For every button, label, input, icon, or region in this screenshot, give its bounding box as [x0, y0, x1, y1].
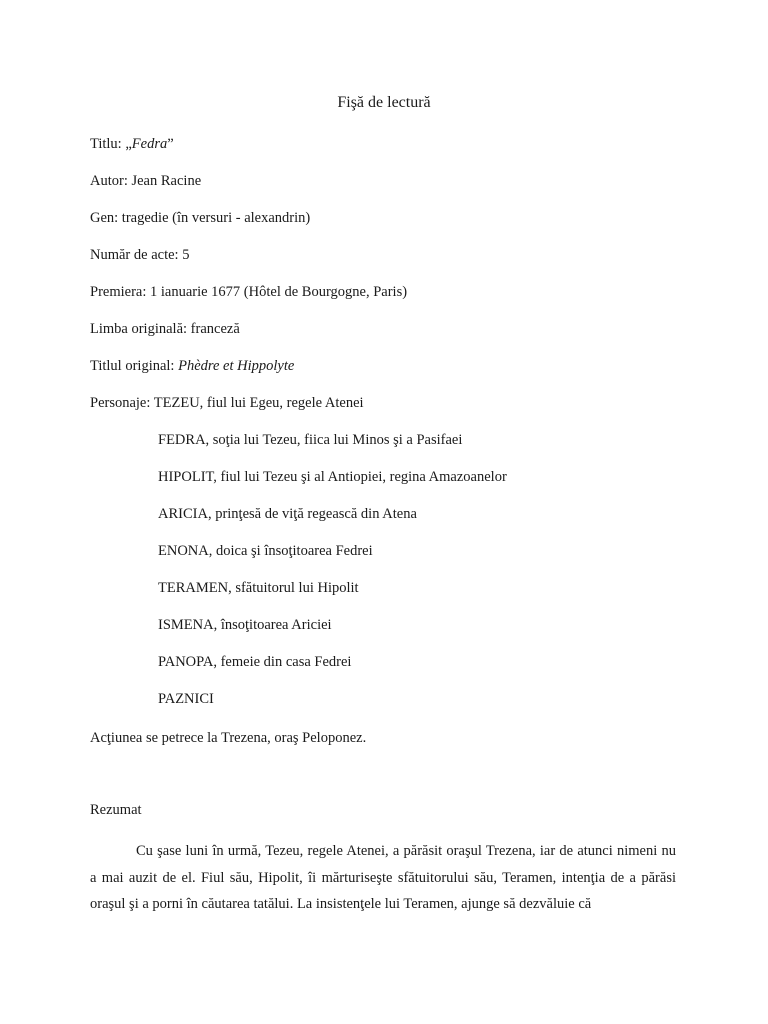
- character-item: ARICIA, prinţesă de viţă regească din Atena: [158, 506, 417, 522]
- character-item: ENONA, doica şi însoţitoarea Fedrei: [158, 543, 373, 559]
- character-item: PAZNICI: [158, 691, 214, 707]
- field-titlu: [90, 136, 174, 153]
- field-numar-acte: Număr de acte: 5: [90, 247, 190, 263]
- field-titlu-original-value: Phèdre et Hippolyte: [178, 358, 295, 374]
- setting-line: Acţiunea se petrece la Trezena, oraş Peloponez.: [90, 730, 367, 746]
- field-personaje: Personaje: TEZEU, fiul lui Egeu, regele Atenei: [90, 395, 364, 411]
- summary-paragraph: Cu şase luni în urmă, Tezeu, regele Atenei, a părăsit oraşul Trezena, iar de atunci nimeni nu a mai auzit de el. Fiul său, Hipolit, îi mărturiseşte sfătuitorului său, Teramen, intenţia de a părăsi oraşul şi a porni în căutarea tatălui. La insistenţele lui Teramen, ajunge să dezvăluie că: [90, 843, 676, 912]
- character-item: FEDRA, soţia lui Tezeu, fiica lui Minos şi a Pasifaei: [158, 432, 463, 448]
- field-titlu-original: [90, 358, 294, 375]
- field-premiera: Premiera: 1 ianuarie 1677 (Hôtel de Bourgogne, Paris): [90, 284, 408, 300]
- summary-heading: Rezumat: [90, 802, 142, 818]
- character-item: HIPOLIT, fiul lui Tezeu şi al Antiopiei, regina Amazoanelor: [158, 469, 507, 485]
- field-gen: Gen: tragedie (în versuri - alexandrin): [90, 210, 311, 226]
- document-title: Fişă de lectură: [337, 94, 431, 111]
- character-item: ISMENA, însoţitoarea Ariciei: [158, 617, 332, 633]
- character-item: PANOPA, femeie din casa Fedrei: [158, 654, 352, 670]
- character-item: TERAMEN, sfătuitorul lui Hipolit: [158, 580, 359, 596]
- field-titlu-value: Fedra: [131, 136, 168, 152]
- field-titlu-original-label: Titlul original:: [90, 358, 179, 374]
- field-limba: Limba originală: franceză: [90, 321, 240, 337]
- field-autor: Autor: Jean Racine: [90, 173, 202, 189]
- field-titlu-close: ”: [167, 136, 174, 152]
- field-titlu-label: Titlu: „: [90, 136, 132, 152]
